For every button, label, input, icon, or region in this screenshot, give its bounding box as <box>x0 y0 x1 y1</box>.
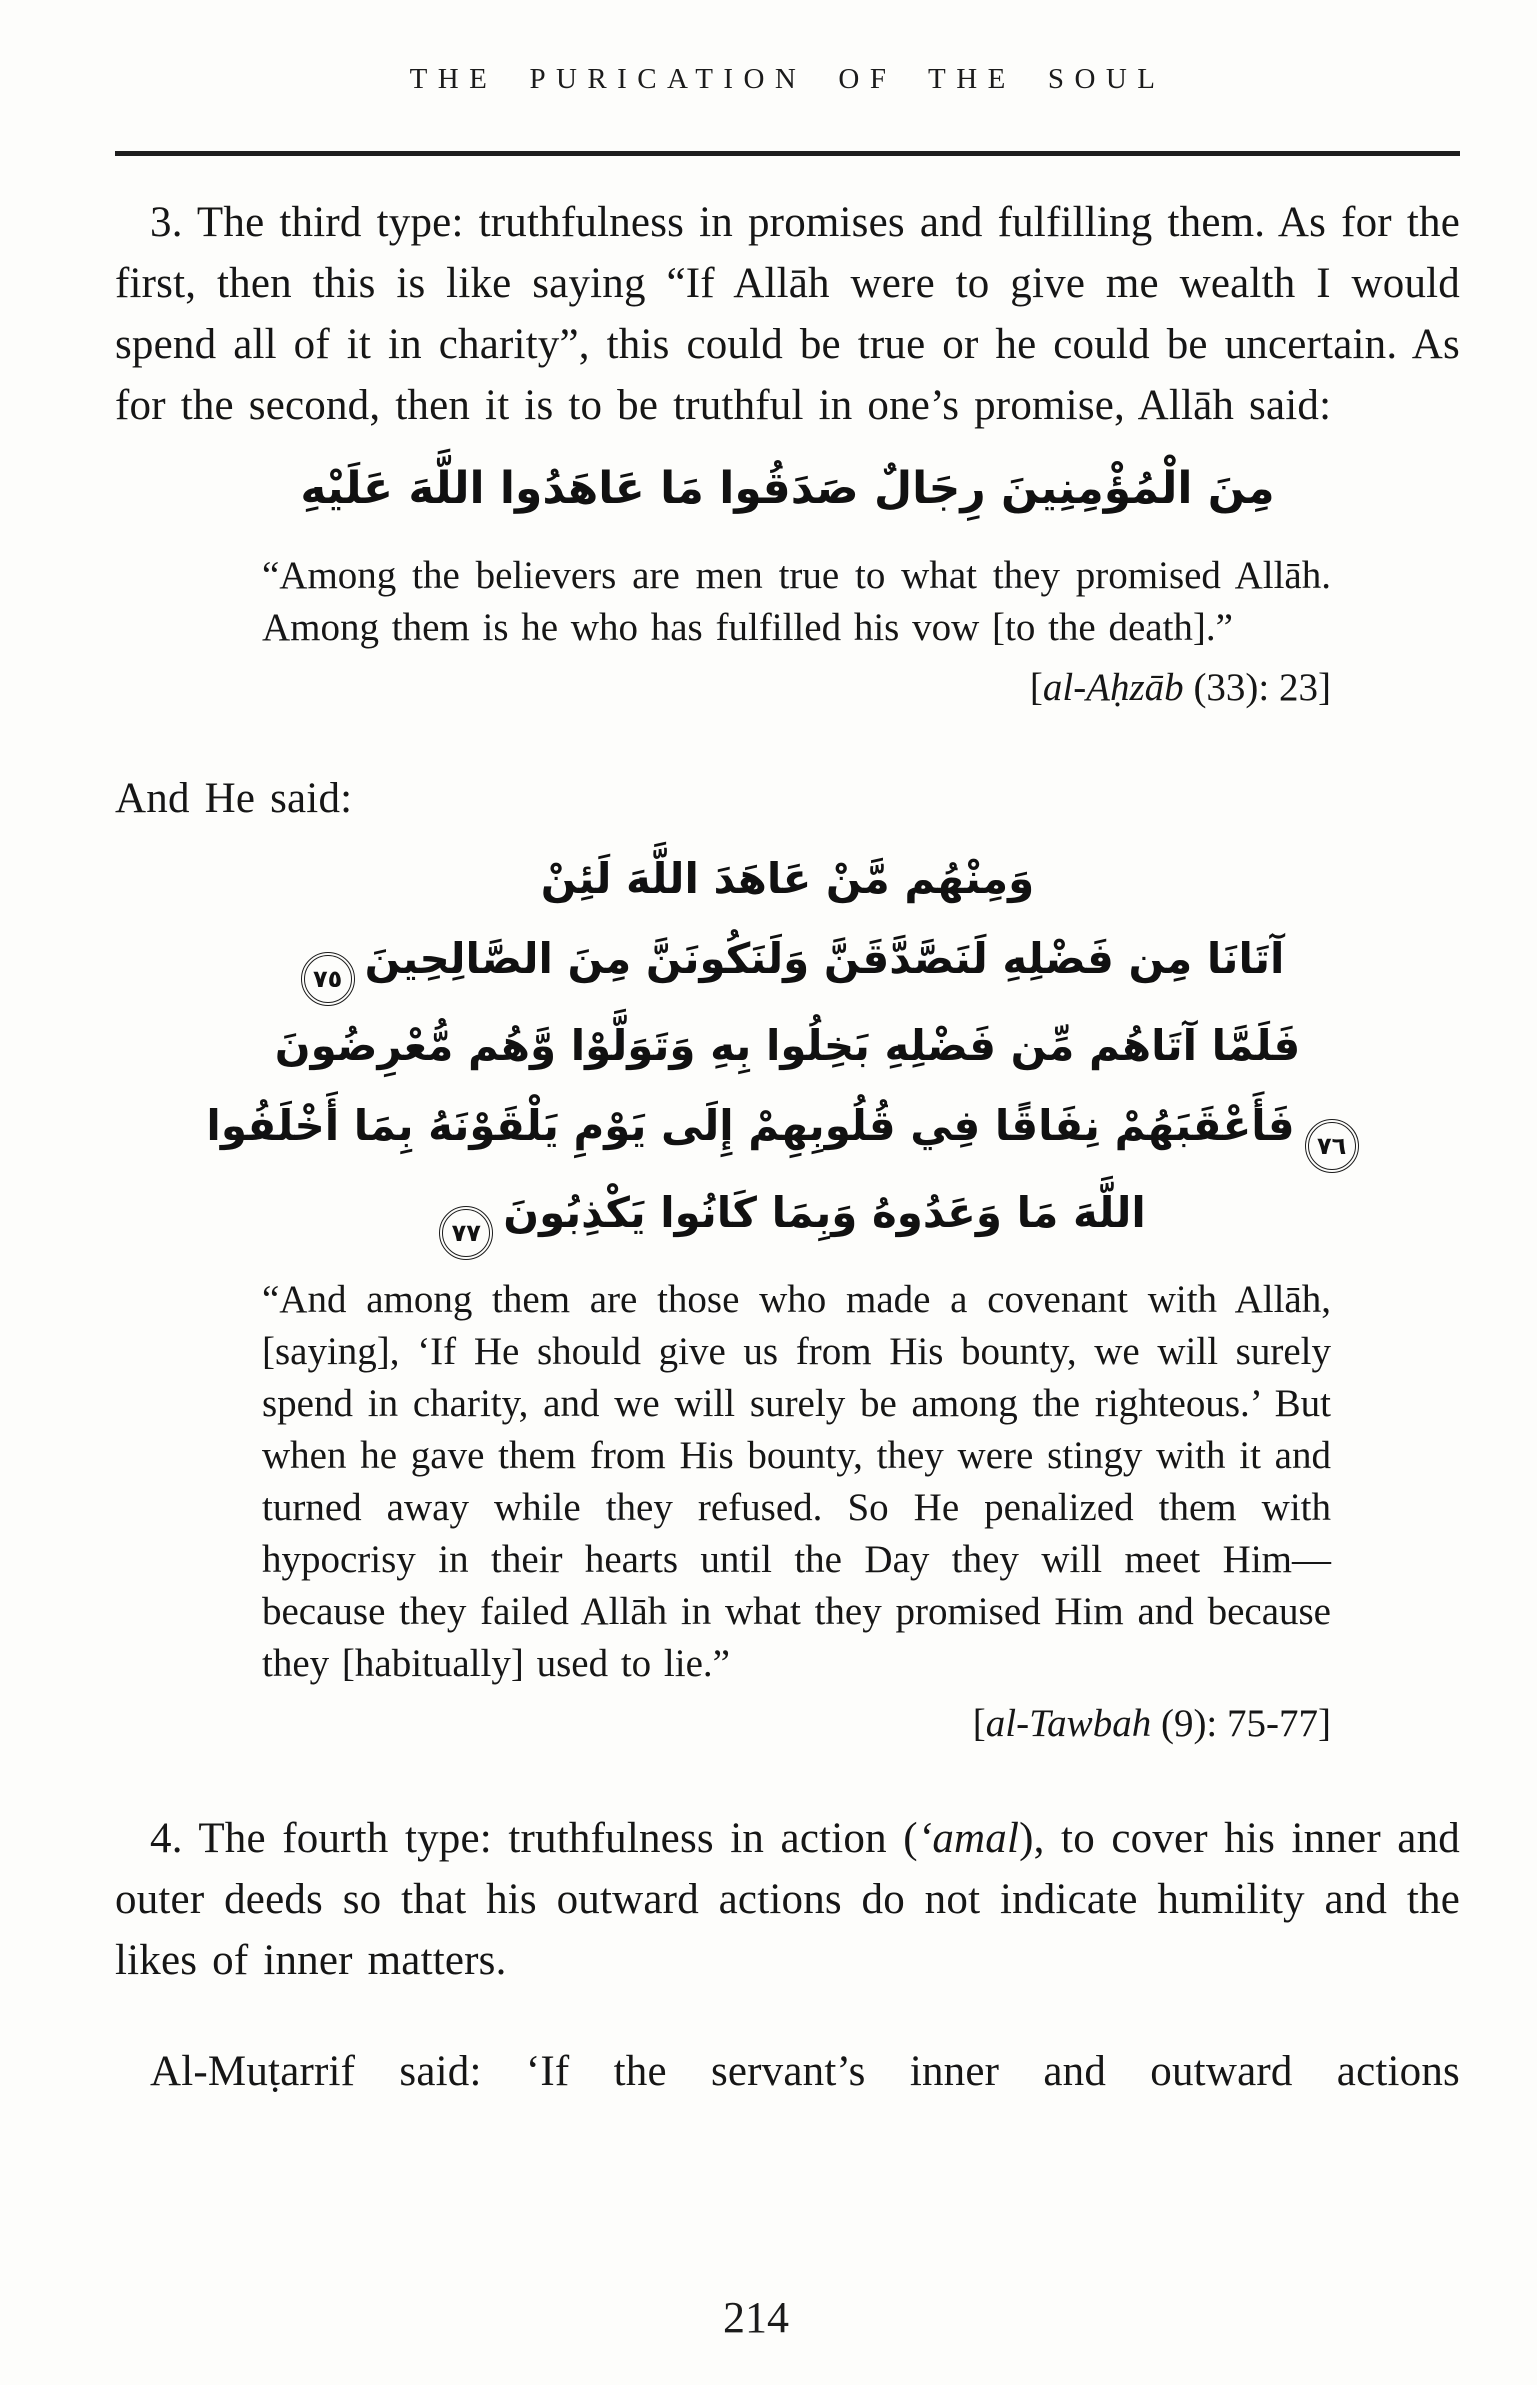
para4-text-pre: 4. The fourth type: truthfulness in action ( <box>150 1815 918 1862</box>
quran-line-3 <box>115 1006 1460 1086</box>
citation-reference: (33): 23] <box>1183 666 1331 709</box>
paragraph-al-mutarrif: Al-Muṭarrif said: ‘If the servant’s inner and outward actions <box>150 2048 1460 2095</box>
quran-arabic-33-23: مِنَ الْمُؤْمِنِينَ رِجَالٌ صَدَقُوا مَا عَاهَدُوا اللَّهَ عَلَيْهِ <box>300 463 1275 514</box>
quran-arabic-9-75-77 <box>115 839 1460 1260</box>
quran-line-1 <box>115 839 1460 919</box>
quran-line-2 <box>115 919 1460 1006</box>
ayah-marker-76: ٧٦ <box>1305 1119 1359 1173</box>
header-rule <box>115 151 1460 156</box>
paragraph-third-type: 3. The third type: truthfulness in promises and fulfilling them. As for the first, then this is like saying “If Allāh were to give me wealth I would spend all of it in charity”, this could be true or he could be uncertain. As for the second, then it is to be truthful in one’s promise, Allāh said: <box>115 199 1460 429</box>
citation-al-tawbah <box>262 1698 1331 1750</box>
citation-bracket-open: [ <box>972 1702 986 1745</box>
ayah-marker-75: ٧٥ <box>301 952 355 1006</box>
citation-bracket-open: [ <box>1029 666 1043 709</box>
quran-line-3-text: فَلَمَّا آتَاهُم مِّن فَضْلِهِ بَخِلُوا بِهِ وَتَوَلَّوْا وَّهُم مُّعْرِضُونَ <box>274 1021 1301 1070</box>
quran-line-1-text: وَمِنْهُم مَّنْ عَاهَدَ اللَّهَ لَئِنْ <box>540 854 1035 903</box>
quran-line-5 <box>115 1173 1460 1260</box>
quran-line-4 <box>115 1086 1460 1173</box>
para4-text-post: ), to cover his inner and outer deeds so that his outward actions do not indicate humility and the likes of inner matters. <box>115 1815 1460 1984</box>
quran-line-5-text: اللَّهَ مَا وَعَدُوهُ وَبِمَا كَانُوا يَكْذِبُونَ <box>503 1188 1146 1237</box>
para4-italic-amal: ‘amal <box>917 1815 1020 1862</box>
citation-al-ahzab <box>262 662 1331 714</box>
quran-line-4-text: فَأَعْقَبَهُمْ نِفَاقًا فِي قُلُوبِهِمْ إِلَى يَوْمِ يَلْقَوْنَهُ بِمَا أَخْلَفُوا <box>206 1101 1295 1150</box>
paragraph-fourth-type <box>115 1808 1460 1991</box>
running-head: THE PURICATION OF THE SOUL <box>409 63 1166 95</box>
interlude-and-he-said: And He said: <box>115 775 353 822</box>
citation-source-name: al-Tawbah <box>985 1702 1152 1745</box>
quote-translation-33-23: “Among the believers are men true to what they promised Allāh. Among them is he who has fulfilled his vow [to the death].” <box>262 554 1331 649</box>
quran-line-2-text: آتَانَا مِن فَضْلِهِ لَنَصَّدَّقَنَّ وَلَنَكُونَنَّ مِنَ الصَّالِحِينَ <box>364 934 1285 983</box>
quote-translation-9-75-77: “And among them are those who made a covenant with Allāh, [saying], ‘If He should give us from His bounty, we will surely spend in charity, and we will surely be among the righteous.’ But when he gave them from His bounty, they were stingy with it and turned away while they refused. So He penalized them with hypocrisy in their hearts until the Day they will meet Him—because they failed Allāh in what they promised Him and because they [habitually] used to lie.” <box>262 1278 1331 1685</box>
ayah-marker-77: ٧٧ <box>439 1206 493 1260</box>
page-number: 214 <box>723 2293 789 2342</box>
citation-reference: (9): 75-77] <box>1151 1702 1331 1745</box>
citation-source-name: al-Aḥzāb <box>1042 666 1184 709</box>
